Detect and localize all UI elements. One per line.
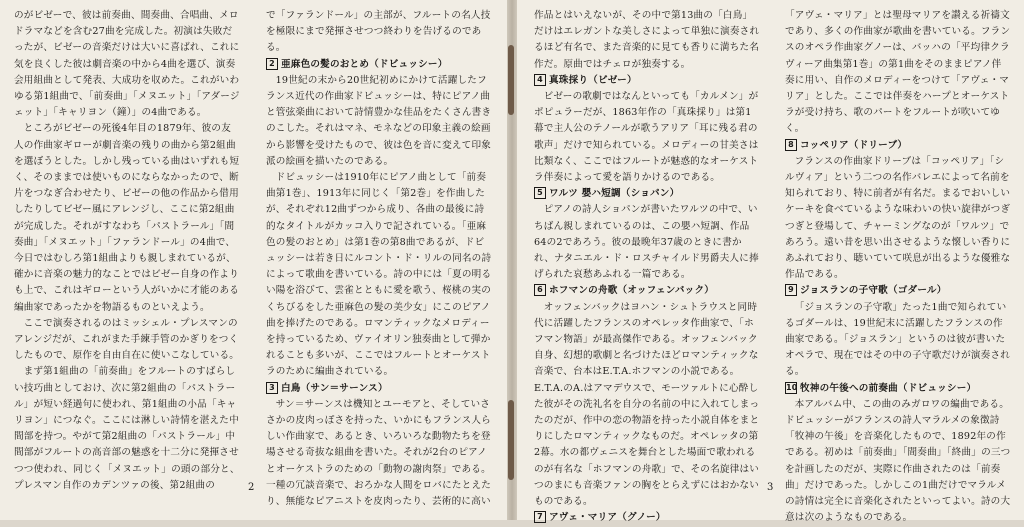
section-number: 10 [786, 382, 798, 392]
section-number: 9 [785, 284, 797, 296]
section-heading [266, 57, 492, 73]
body-paragraph: サン＝サーンスは機知とユーモアと、そしていささかの皮肉っぽさを持った、いかにもフランス人らしい作曲家で、あるとき、いろいろな動物たちを登場させる奇抜な組曲を書いた。それが2台のピアノとオーケストラのための「動物の謝肉祭」である。一種の冗談音楽で、おろかな人間をロバにたとえたり、無能なピアニストを皮肉ったり、芸術的に高い [266, 398, 492, 508]
section-heading [534, 283, 760, 299]
section-number: 5 [534, 187, 546, 199]
body-paragraph: ピアノの詩人ショパンが書いたワルツの中で、いちばん親しまれているのは、この嬰ハ短調、作品64の2であろう。彼の最晩年37歳のときに書かれ、ナタニエル・ド・ロスチャイルド男爵夫人に捧げられた哀愁あふれる一篇である。 [534, 204, 759, 281]
staple-top [508, 45, 514, 115]
section-heading [534, 73, 760, 89]
body-paragraph: 19世紀の末から20世紀初めにかけて活躍したフランス近代の作曲家ドビュッシーは、特にピアノ曲と管弦楽曲において詩情豊かな佳品をたくさん書きのこした。それはマネ、モネなどの印象主義の絵画から影響を受けたもので、彼は色を音に変えて印象派の絵画を描いたのである。 [266, 74, 492, 167]
section-title: ワルツ 嬰ハ短調（ショパン） [549, 188, 680, 200]
body-paragraph: 本アルバム中、この曲のみガロワの編曲である。ドビュッシーがフランスの詩人マラルメの象徴詩「牧神の午後」を音楽化したもので、1892年の作である。初めは「前奏曲」「間奏曲」「終曲」の三つを計画したのだが、実際に作曲されたのは「前奏曲」だけであった。しかしこの1曲だけでマラルメの詩情は完全に音楽化されたといってよい。詩の大意は次のようなものである。 [785, 398, 1011, 524]
body-paragraph: 「アヴェ・マリア」とは聖母マリアを讃える祈禱文であり、多くの作曲家が歌曲を書いている。フランスのオペラ作曲家グノーは、バッハの「平均律クラヴィーア曲集第1巻」の第1曲をそのままピアノ伴奏に用い、自作のメロディーをつけて「アヴェ・マリア」とした。ここでは伴奏をハープとオーケストラが受け持ち、歌のパートをフルートが吹いてゆく。 [785, 10, 1011, 135]
section-title: コッペリア（ドリーブ） [800, 139, 908, 151]
left-page-column-2 [266, 8, 492, 510]
section-title: アヴェ・マリア（グノー） [549, 512, 666, 524]
section-number: 4 [534, 74, 546, 86]
section-heading [785, 381, 1011, 397]
section-heading [534, 510, 760, 526]
right-page-column-1 [534, 8, 760, 527]
section-number: 7 [534, 511, 546, 523]
body-paragraph: ところがビゼーの死後4年目の1879年、彼の友人の作曲家ギローが劇音楽の残りの曲から第2組曲を選ぼうとした。しかし残っている曲はいずれも短く、そのままでは使いものにならなかったので、断片をつなぎ合わせたり、ビゼーの他の作品から借用したりしてビゼー風にアレンジし、ここに第2組曲が完成した。それがすなわち「パストラール」「間奏曲」「メヌエット」「ファランドール」の4曲で、今日ではむしろ第1組曲よりも親しまれているが、確かに音楽の魅力的なことではビゼー自身の作よりも上で、これはギローという人がいかに才能のある編曲家であったかを物語るものといえよう。 [14, 123, 240, 313]
section-title: 真珠採り（ビゼー） [549, 74, 637, 86]
section-number: 6 [534, 284, 546, 296]
section-title: 牧神の午後への前奏曲（ドビュッシー） [800, 382, 977, 394]
body-paragraph: で「ファランドール」の主部が、フルートの名人技を極限にまで発揮させつつ終わりを告げるのである。 [266, 10, 491, 54]
page-number: 2 [248, 482, 255, 493]
body-paragraph: フランスの作曲家ドリーブは「コッペリア」「シルヴィア」という二つの名作バレエによって名前を知られており、特に前者が有名だ。まるでおいしいケーキを食べているような味わいの快い旋律がつぎつぎと登場して、チャーミングなのが「ワルツ」であろう。遠い昔を思い出させるような懐しい香りにあふれており、聴いていて咲息が出るような優雅な作品である。 [785, 155, 1011, 281]
section-heading [785, 138, 1011, 154]
section-number: 8 [785, 139, 797, 151]
section-heading [266, 381, 492, 397]
body-paragraph: まず第1組曲の「前奏曲」をフルートのすばらしい技巧曲としておけ、次に第2組曲の「パストラール」が短い経過句に使われ、第1組曲の小品「キャリヨン」につなぐ。ここには淋しい詩情を湛えた中間部を持つ。やがて第2組曲の「パストラール」中間部がフルートの高音部の魅惑を十二分に発揮させつつ使われ、同じく「メヌエット」の頭の部分と、プレスマン自作のカデンツァの後、第2組曲の [14, 366, 240, 491]
section-title: 亜麻色の髪のおとめ（ドビュッシー） [281, 58, 448, 70]
section-title: 白鳥（サン＝サーンス） [281, 382, 388, 394]
body-paragraph: のがビゼーで、彼は前奏曲、間奏曲、合唱曲、メロドラマなどを含む27曲を完成した。初演は失敗だったが、ビゼーの音楽だけは大いに喜ばれ、これに気を良くした彼は劇音楽の中から4曲を選び、演奏会用組曲として発表、大成功を収めた。これがいわゆる第1組曲で、「前奏曲」「メヌエット」「アダージェット」「キャリヨン（鐘）」の4曲である。 [14, 10, 240, 119]
body-paragraph: ドビュッシーは1910年にピアノ曲として「前奏曲第1巻」、1913年に同じく「第2巻」を作曲したが、それぞれ12曲ずつから成り、各曲の最後に詩的なタイトルがカッコ入りで記されている。「亜麻色の髪のおとめ」は第1巻の第8曲であるが、ドビュッシーは若き日にルコント・ド・リルの同名の詩によって歌曲を書いている。詩の中には「夏の明るい陽を浴びて、雲雀とともに愛を歌う、桜桃の実のくちびるをした亜麻色の髪の美少女」にこのピアノ曲を捧げたのである。ロマンティックなメロディーを持っているため、ヴァイオリン独奏曲として弾かれることも多いが、ここではフルートとオーケストラのために編曲されている。 [266, 172, 492, 378]
page-number: 3 [767, 482, 774, 493]
body-paragraph: ここで演奏されるのはミッシェル・プレスマンのアレンジだが、これがまた手練手管のかぎりをつくしたもので、原作を自由自在に使いこなしている。 [14, 317, 240, 362]
left-page [0, 0, 507, 520]
section-title: ホフマンの舟歌（オッフェンバック） [549, 285, 715, 297]
body-paragraph: オッフェンバックはヨハン・シュトラウスと同時代に活躍したフランスのオペレッタ作曲家で、「ホフマン物語」が最高傑作である。オッフェンバック自身、幻想的歌劇と名づけたほどロマンティックな音楽で、台本はE.T.A.ホフマンの小説である。E.T.A.のA.はアマデウスで、モーツァルトに心酔した彼がその洗礼名を自分の名前の中に入れてしまったのだが、作中の恋の物語を持った小説自体をまとりにしたロマンティックなものだ。オペレッタの第2幕。水の都ヴェニスを舞台とした場面で歌われるのが有名な「ホフマンの舟歌」で、その名旋律はいつのまにも音楽ファンの胸をとらえずにはおかないものである。 [534, 301, 760, 508]
section-heading [785, 283, 1011, 299]
section-heading [534, 186, 760, 202]
staple-bottom [508, 400, 514, 480]
left-page-column-1 [14, 8, 240, 494]
body-paragraph: ビゼーの歌劇ではなんといっても「カルメン」がポピュラーだが、1863年作の「真珠採り」は第1幕で主人公のテノールが歌うアリア「耳に残る君の歌声」だけで知られている。メロディーの甘美さは比類なく、ここではフルートが魅惑的なオーケストラ伴奏によって愛を語りかけるのである。 [534, 91, 759, 184]
right-page-column-2 [785, 8, 1011, 527]
body-paragraph: 「ジョスランの子守歌」たった1曲で知られているゴダールは、19世紀末に活躍したフランスの作曲家である。「ジョスラン」というのは彼が書いたオペラで、現在ではその中の子守歌だけが演奏される。 [785, 301, 1011, 378]
body-paragraph: 作品とはいえないが、その中で第13曲の「白鳥」だけはエレガントな美しさによって単独に演奏されるほど有名で、また音楽的に見ても香りに満ちた名作だ。原曲ではチェロが独奏する。 [534, 10, 760, 70]
right-page [517, 0, 1024, 524]
section-number: 2 [266, 58, 278, 70]
section-number: 3 [266, 382, 278, 394]
section-title: ジョスランの子守歌（ゴダール） [800, 285, 947, 297]
